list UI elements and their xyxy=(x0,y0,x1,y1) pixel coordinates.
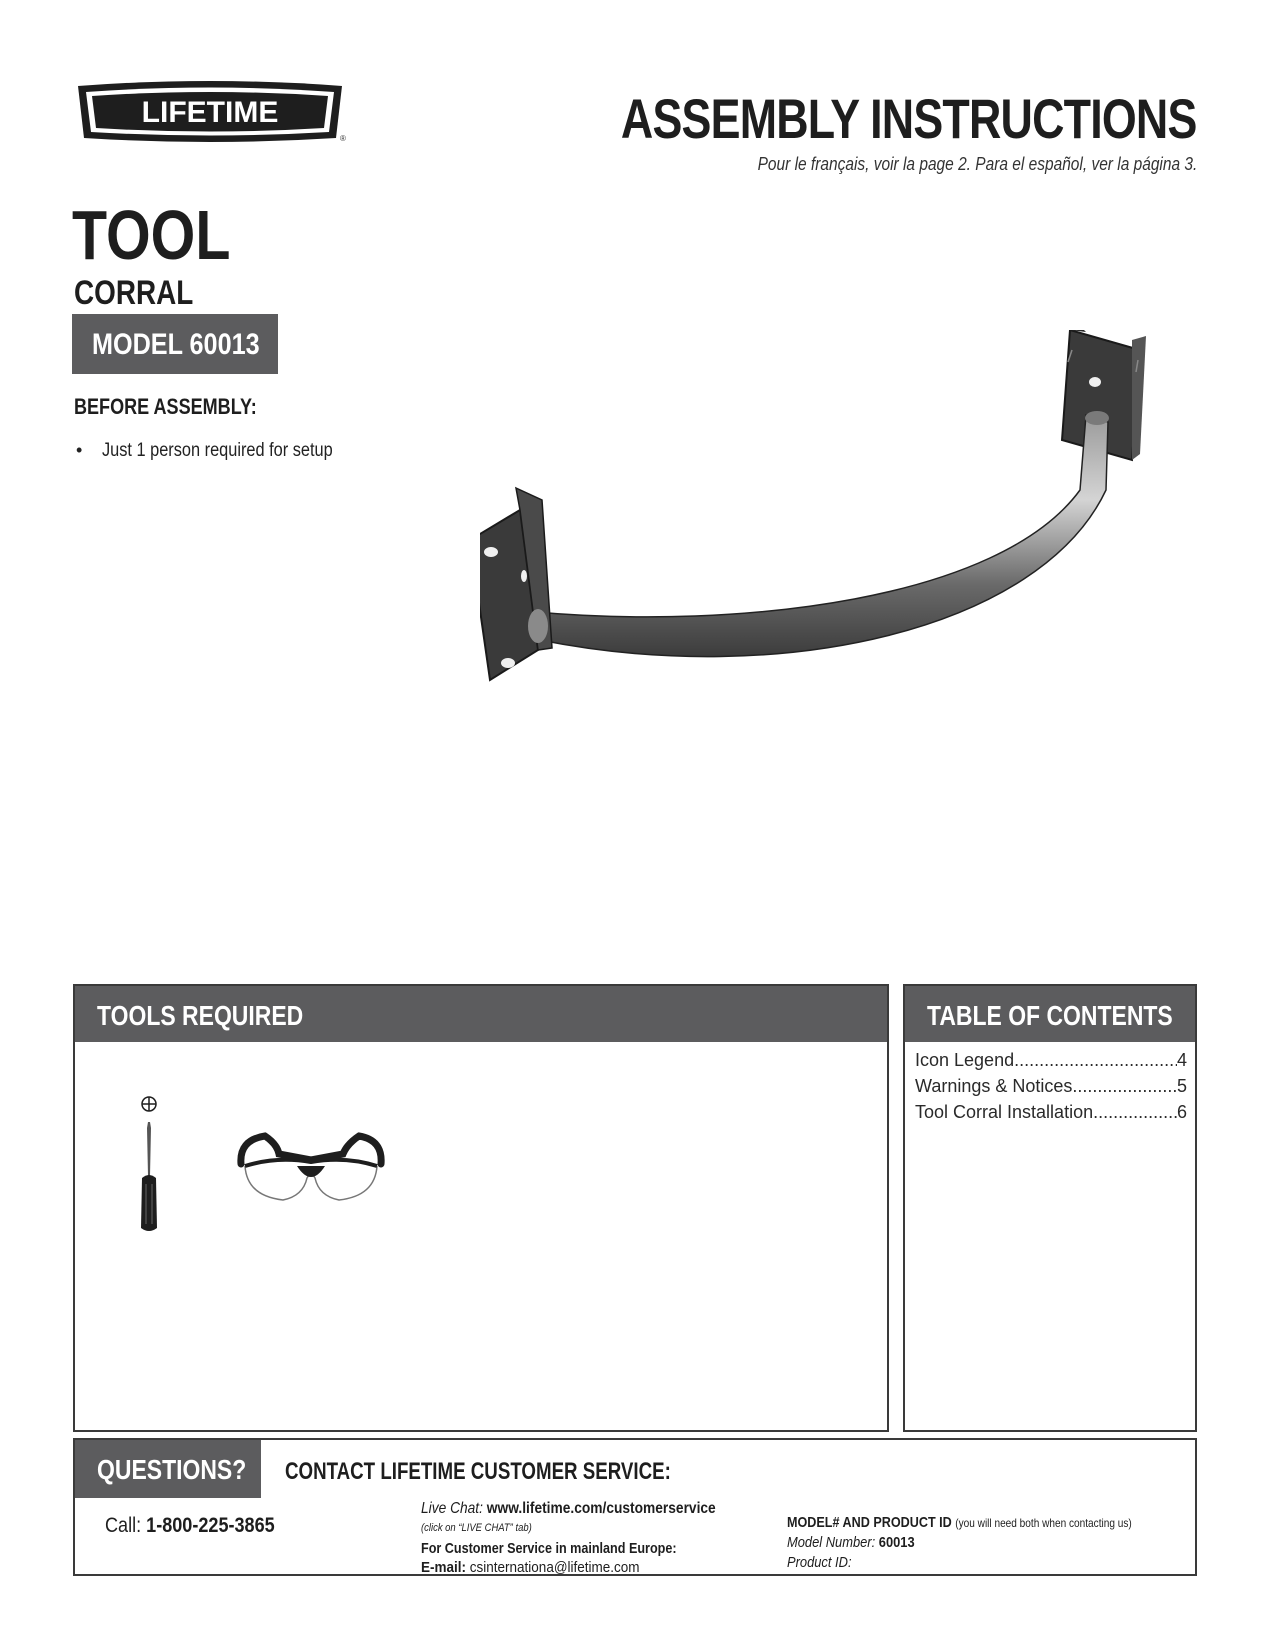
tool-corral-bracket-icon xyxy=(480,330,1200,720)
model-product-id-heading xyxy=(787,1514,1132,1531)
model-label: MODEL 60013 xyxy=(92,328,260,361)
before-assembly-heading: BEFORE ASSEMBLY: xyxy=(74,394,257,419)
toc-header xyxy=(905,986,1195,1042)
toc-entry[interactable] xyxy=(915,1050,1187,1071)
questions-heading: QUESTIONS? xyxy=(97,1454,247,1485)
product-title: TOOL xyxy=(72,196,231,274)
product-subtitle: CORRAL xyxy=(74,274,194,312)
toc-entry-label: Icon Legend xyxy=(915,1050,1015,1070)
model-number-value: 60013 xyxy=(878,1534,915,1551)
contact-heading: CONTACT LIFETIME CUSTOMER SERVICE: xyxy=(285,1458,671,1485)
toc-entry-label: Tool Corral Installation xyxy=(915,1102,1094,1122)
europe-service-label: For Customer Service in mainland Europe: xyxy=(421,1540,677,1557)
logo-text: LIFETIME xyxy=(141,96,279,129)
toc-leader-dots xyxy=(1093,1102,1177,1123)
call-line xyxy=(105,1514,275,1538)
tools-required-header xyxy=(75,986,887,1042)
bullet-icon: • xyxy=(76,440,83,460)
live-chat-note: (click on “LIVE CHAT” tab) xyxy=(421,1522,532,1534)
model-number-line xyxy=(787,1534,915,1551)
email-label: E-mail: xyxy=(421,1559,467,1576)
toc-entry-label: Warnings & Notices xyxy=(915,1076,1073,1096)
live-chat-label: Live Chat: xyxy=(421,1500,483,1517)
tools-required-heading: TOOLS REQUIRED xyxy=(97,1000,304,1031)
toc-heading: TABLE OF CONTENTS xyxy=(927,1000,1173,1031)
phillips-screwdriver-icon xyxy=(127,1096,171,1236)
call-label: Call: xyxy=(105,1514,142,1537)
toc-entry[interactable] xyxy=(915,1102,1187,1123)
email-line xyxy=(421,1559,640,1576)
toc-leader-dots xyxy=(1014,1050,1177,1071)
safety-glasses-icon xyxy=(237,1126,385,1210)
model-number-label: Model Number: xyxy=(787,1534,876,1551)
document-title: ASSEMBLY INSTRUCTIONS xyxy=(621,87,1197,150)
id-heading: MODEL# AND PRODUCT ID xyxy=(787,1514,952,1531)
phone-number[interactable]: 1-800-225-3865 xyxy=(146,1514,275,1537)
table-of-contents-section xyxy=(903,984,1197,1432)
toc-leader-dots xyxy=(1072,1076,1177,1097)
email-link[interactable]: csinternationa@lifetime.com xyxy=(469,1559,640,1576)
registered-mark: ® xyxy=(340,134,346,143)
id-note: (you will need both when contacting us) xyxy=(955,1516,1132,1530)
live-chat-link[interactable]: www.lifetime.com/customerservice xyxy=(486,1500,716,1517)
tools-required-section xyxy=(73,984,889,1432)
model-badge xyxy=(72,314,278,374)
toc-entry-page: 4 xyxy=(1176,1050,1187,1070)
customer-service-section xyxy=(73,1438,1197,1576)
toc-entry-page: 6 xyxy=(1176,1102,1187,1122)
questions-tag xyxy=(75,1440,261,1498)
toc-entry[interactable] xyxy=(915,1076,1187,1097)
before-assembly-item: Just 1 person required for setup xyxy=(102,440,333,461)
product-id-label: Product ID: xyxy=(787,1554,852,1571)
lifetime-logo xyxy=(74,80,346,144)
live-chat-line xyxy=(421,1500,716,1518)
toc-entry-page: 5 xyxy=(1176,1076,1187,1096)
language-note: Pour le français, voir la page 2. Para el español, ver la página 3. xyxy=(757,154,1197,174)
